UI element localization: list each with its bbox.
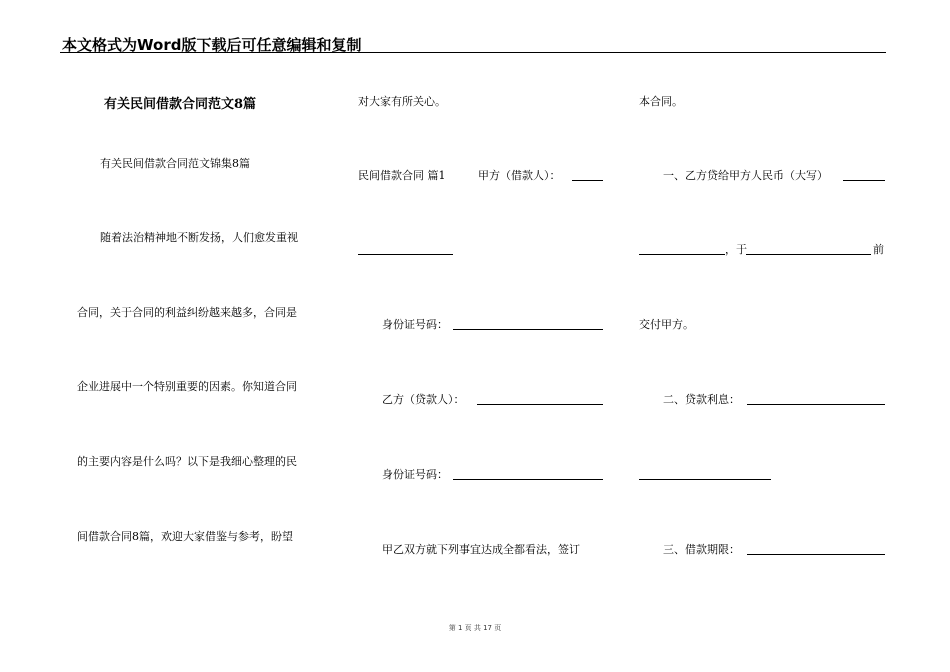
document-title: 有关民间借款合同范文8篇 — [104, 97, 257, 112]
date-blank — [746, 254, 871, 255]
deliver-line: 交付甲方。 — [639, 318, 694, 331]
agreement-line: 甲乙双方就下列事宜达成全都看法，签订 — [382, 543, 580, 556]
party-b-blank — [477, 404, 603, 405]
clause-2: 二、贷款利息： — [663, 393, 740, 406]
interest-blank — [747, 404, 885, 405]
party-b-label: 乙方（贷款人）： — [382, 393, 465, 406]
body-line-4: 企业进展中一个特别重要的因素。你知道合同 — [77, 380, 297, 393]
body-line-2: 随着法治精神地不断发扬，人们愈发重视 — [100, 231, 298, 244]
header-rule — [60, 52, 886, 53]
col2-line-1: 对大家有所关心。 — [358, 95, 446, 108]
amount-blank — [843, 180, 885, 181]
amount-blank-cont — [639, 254, 725, 255]
party-a-label: 甲方（借款人）： — [478, 169, 561, 182]
body-line-3: 合同，关于合同的利益纠纷越来越多，合同是 — [77, 306, 297, 319]
interest-blank-cont — [639, 479, 771, 480]
before-label: 前 — [873, 243, 884, 256]
id-label-b: 身份证号码： — [382, 468, 448, 481]
page-footer: 第 1 页 共 17 页 — [448, 624, 502, 632]
clause-3: 三、借款期限： — [663, 543, 740, 556]
id-blank-a — [453, 329, 603, 330]
col3-line-1: 本合同。 — [639, 95, 683, 108]
body-line-6: 间借款合同8篇，欢迎大家借鉴与参考，盼望 — [77, 530, 293, 543]
contract-heading: 民间借款合同 篇1 — [358, 169, 446, 182]
party-a-blank-cont — [358, 254, 453, 255]
term-blank — [747, 554, 885, 555]
id-blank-b — [453, 479, 603, 480]
clause-1: 一、乙方贷给甲方人民币（大写） — [663, 169, 828, 182]
body-line-5: 的主要内容是什么吗？以下是我细心整理的民 — [77, 455, 297, 468]
party-a-blank — [572, 180, 603, 181]
body-line-1: 有关民间借款合同范文锦集8篇 — [100, 157, 250, 170]
document-header: 本文格式为Word版下载后可任意编辑和复制 — [62, 36, 362, 54]
at-label: ，于 — [725, 243, 747, 256]
id-label-a: 身份证号码： — [382, 318, 448, 331]
